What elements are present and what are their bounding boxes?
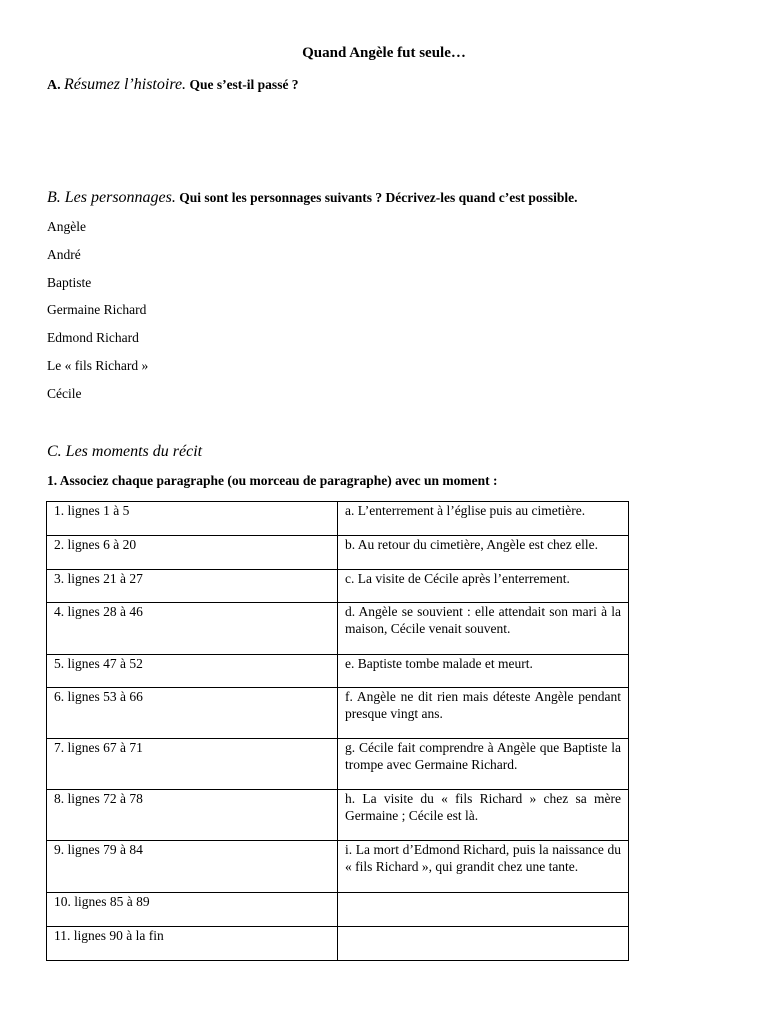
table-cell-moment: h. La visite du « fils Richard » chez sa mère Germaine ; Cécile est là. [338,790,629,841]
table-cell-passage: 11. lignes 90 à la fin [47,927,338,961]
character-item: Angèle [47,219,86,234]
table-row [47,570,629,603]
table-row [47,536,629,570]
character-item: Germaine Richard [47,302,147,317]
table-cell-passage: 3. lignes 21 à 27 [47,570,338,603]
table-row [47,893,629,927]
table-cell-moment: i. La mort d’Edmond Richard, puis la naissance du « fils Richard », qui grandit chez une tante. [338,841,629,893]
table-row [47,790,629,841]
character-item: André [47,247,81,262]
character-item: Cécile [47,386,82,401]
table-cell-moment: f. Angèle ne dit rien mais déteste Angèle pendant presque vingt ans. [338,688,629,739]
table-row [47,841,629,893]
section-b-heading [47,189,578,207]
table-row [47,502,629,536]
table-cell-moment: d. Angèle se souvient : elle attendait son mari à la maison, Cécile venait souvent. [338,603,629,655]
table-row [47,655,629,688]
table-cell-passage: 5. lignes 47 à 52 [47,655,338,688]
table-cell-moment: c. La visite de Cécile après l’enterrement. [338,570,629,603]
table-cell-moment: g. Cécile fait comprendre à Angèle que Baptiste la trompe avec Germaine Richard. [338,739,629,790]
table-cell-moment[interactable] [338,893,629,927]
table-cell-passage: 7. lignes 67 à 71 [47,739,338,790]
page-title: Quand Angèle fut seule… [302,45,466,61]
section-a-heading [47,76,299,94]
section-a-question: Que s’est-il passé ? [189,77,299,92]
table-cell-passage: 9. lignes 79 à 84 [47,841,338,893]
table-row [47,739,629,790]
table-cell-passage: 10. lignes 85 à 89 [47,893,338,927]
section-a-title: Résumez l’histoire. [64,76,187,93]
table-cell-passage: 8. lignes 72 à 78 [47,790,338,841]
character-item: Edmond Richard [47,330,139,345]
section-a-letter: A. [47,78,61,93]
table-cell-moment: a. L’enterrement à l’église puis au cimetière. [338,502,629,536]
table-cell-passage: 6. lignes 53 à 66 [47,688,338,739]
table-cell-moment[interactable] [338,927,629,961]
table-cell-moment: e. Baptiste tombe malade et meurt. [338,655,629,688]
table-cell-passage: 4. lignes 28 à 46 [47,603,338,655]
section-b-title: B. Les personnages. [47,189,176,206]
table-cell-moment: b. Au retour du cimetière, Angèle est chez elle. [338,536,629,570]
table-cell-passage: 2. lignes 6 à 20 [47,536,338,570]
section-b-question: Qui sont les personnages suivants ? Décrivez-les quand c’est possible. [179,190,578,205]
association-instruction: 1. Associez chaque paragraphe (ou morceau de paragraphe) avec un moment : [47,473,498,488]
section-c-heading: C. Les moments du récit [47,443,203,460]
table-row [47,688,629,739]
table-row [47,927,629,961]
character-item: Baptiste [47,275,92,290]
table-row [47,603,629,655]
table-cell-passage: 1. lignes 1 à 5 [47,502,338,536]
matching-table [46,501,629,961]
character-item: Le « fils Richard » [47,358,149,373]
